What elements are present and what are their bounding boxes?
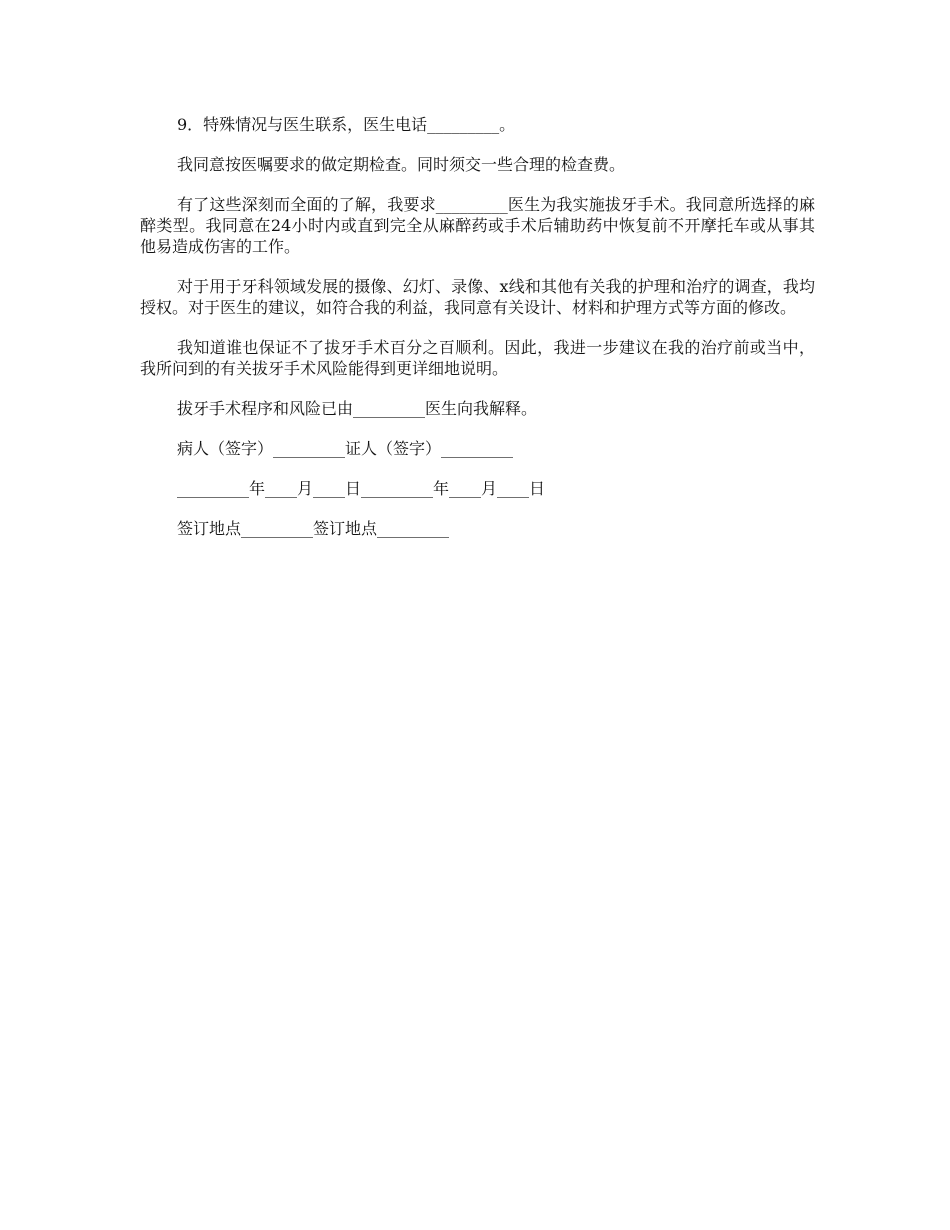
paragraph-authorization: 对于用于牙科领域发展的摄像、幻灯、录像、x线和其他有关我的护理和治疗的调查，我均授权。对于医生的建议，如符合我的利益，我同意有关设计、材料和护理方式等方面的修改。 <box>140 277 815 317</box>
location-line: 签订地点_________签订地点_________ <box>177 519 450 538</box>
paragraph-risk-acknowledgement: 我知道谁也保证不了拔牙手术百分之百顺利。因此，我进一步建议在我的治疗前或当中，我所问到的有关拔牙手术风险能得到更详细地说明。 <box>140 338 815 378</box>
paragraph-surgery-request: 有了这些深刻而全面的了解，我要求_________医生为我实施拔牙手术。我同意所选择的麻醉类型。我同意在24小时内或直到完全从麻醉药或手术后辅助药中恢复前不开摩托车或从事其他易造成伤害的工作。 <box>140 195 815 256</box>
document-page <box>140 114 815 558</box>
paragraph-regular-checkup: 我同意按医嘱要求的做定期检查。同时须交一些合理的检查费。 <box>177 155 626 174</box>
paragraph-explanation: 拔牙手术程序和风险已由_________医生向我解释。 <box>177 399 538 418</box>
signature-line: 病人（签字）_________证人（签字）_________ <box>177 439 514 458</box>
date-line: _________年____月____日_________年____月____日 <box>177 479 546 498</box>
paragraph-emergency-contact: 9．特殊情况与医生联系，医生电话_________。 <box>177 115 516 134</box>
